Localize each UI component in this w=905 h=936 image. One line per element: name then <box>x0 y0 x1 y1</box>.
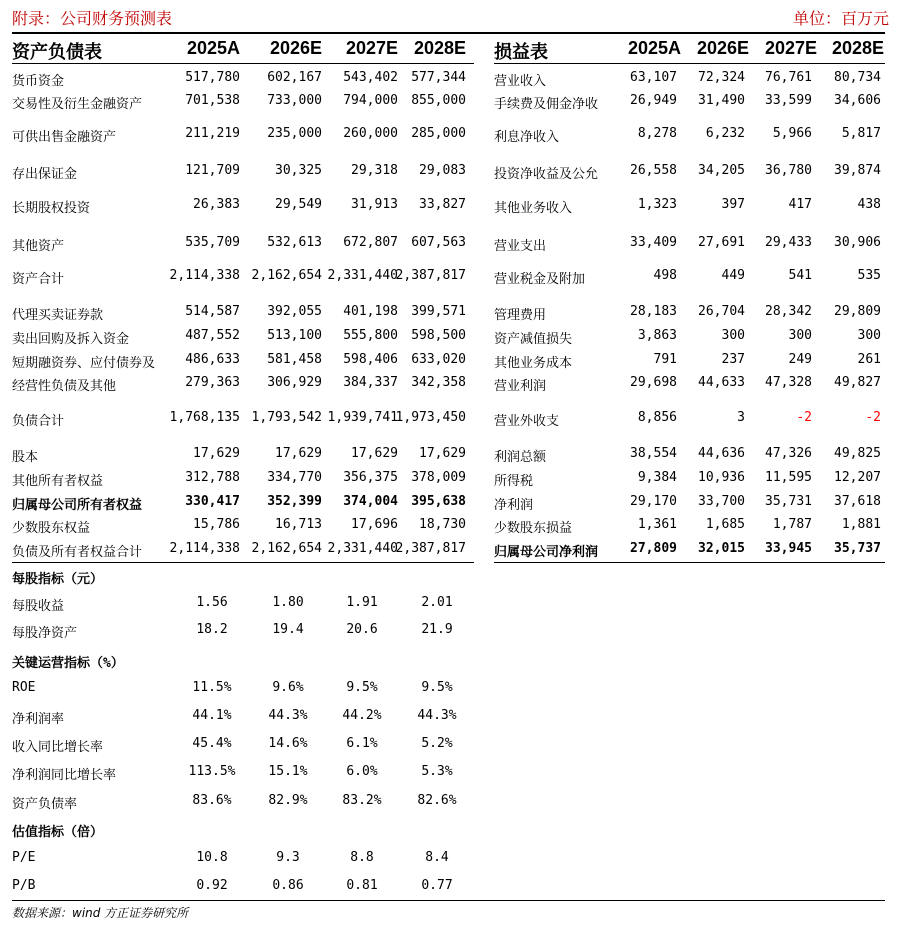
balance-cell: 555,800 <box>343 328 398 343</box>
balance-cell: 855,000 <box>411 93 466 108</box>
income-cell: -2 <box>865 410 881 425</box>
income-statement-title: 损益表 <box>494 42 548 62</box>
balance-year-2: 2027E <box>345 38 398 58</box>
balance-cell: 235,000 <box>267 126 322 141</box>
income-cell: 49,827 <box>834 375 881 390</box>
income-cell: 8,856 <box>637 410 677 425</box>
balance-row-label: 长期股权投资 <box>12 201 91 216</box>
balance-cell: 26,383 <box>193 197 240 212</box>
balance-cell: 794,000 <box>343 93 398 108</box>
income-cell: 249 <box>788 352 812 367</box>
metric-cell: 9.5% <box>346 680 378 695</box>
metric-cell: 1.80 <box>272 595 304 610</box>
balance-sheet-title: 资产负债表 <box>12 42 102 62</box>
bottom-rule <box>12 900 885 901</box>
balance-cell: 598,500 <box>411 328 466 343</box>
metric-cell: 19.4 <box>272 622 304 637</box>
income-cell: 11,595 <box>765 470 812 485</box>
balance-row-label: 少数股东权益 <box>12 521 91 536</box>
income-cell: 33,409 <box>630 235 677 250</box>
income-cell: 9,384 <box>637 470 677 485</box>
balance-year-0: 2025A <box>186 38 240 58</box>
balance-cell: 401,198 <box>343 304 398 319</box>
key-ops-title: 关键运营指标（%） <box>12 656 124 671</box>
income-cell: 791 <box>653 352 677 367</box>
income-cell: -2 <box>796 410 812 425</box>
balance-row-label: 可供出售金融资产 <box>12 130 117 145</box>
income-row-label: 其他业务成本 <box>494 356 573 371</box>
metric-cell: 18.2 <box>196 622 228 637</box>
balance-row-label: 负债及所有者权益合计 <box>12 545 143 560</box>
balance-cell: 733,000 <box>267 93 322 108</box>
balance-cell: 260,000 <box>343 126 398 141</box>
income-cell: 26,949 <box>630 93 677 108</box>
balance-year-1: 2026E <box>269 38 322 58</box>
balance-cell: 279,363 <box>185 375 240 390</box>
balance-cell: 598,406 <box>343 352 398 367</box>
income-cell: 80,734 <box>834 70 881 85</box>
balance-cell: 211,219 <box>185 126 240 141</box>
income-cell: 28,183 <box>630 304 677 319</box>
income-cell: 35,731 <box>765 494 812 509</box>
balance-row-label: 资产合计 <box>12 272 65 287</box>
balance-cell: 486,633 <box>185 352 240 367</box>
balance-cell: 2,162,654 <box>251 541 322 556</box>
balance-cell: 342,358 <box>411 375 466 390</box>
metric-cell: 5.2% <box>421 736 453 751</box>
valuation-title: 估值指标（倍） <box>12 825 104 840</box>
balance-cell: 17,629 <box>193 446 240 461</box>
metric-cell: 0.77 <box>421 878 453 893</box>
metric-cell: 8.4 <box>425 850 449 865</box>
balance-cell: 334,770 <box>267 470 322 485</box>
balance-header-rule <box>12 63 474 64</box>
income-cell: 1,881 <box>841 517 881 532</box>
income-cell: 3,863 <box>637 328 677 343</box>
income-cell: 5,817 <box>841 126 881 141</box>
income-cell: 47,326 <box>765 446 812 461</box>
income-row-label: 资产减值损失 <box>494 332 573 347</box>
income-cell: 498 <box>653 268 677 283</box>
balance-cell: 17,696 <box>351 517 398 532</box>
income-cell: 39,874 <box>834 163 881 178</box>
income-cell: 30,906 <box>834 235 881 250</box>
balance-cell: 543,402 <box>343 70 398 85</box>
balance-cell: 633,020 <box>411 352 466 367</box>
balance-cell: 607,563 <box>411 235 466 250</box>
balance-cell: 1,768,135 <box>169 410 240 425</box>
balance-cell: 33,827 <box>419 197 466 212</box>
balance-cell: 16,713 <box>275 517 322 532</box>
income-cell: 44,636 <box>698 446 745 461</box>
metric-cell: 1.91 <box>346 595 378 610</box>
income-cell: 29,170 <box>630 494 677 509</box>
income-row-label: 归属母公司净利润 <box>494 545 599 560</box>
source-note: 数据来源：wind 方正证券研究所 <box>12 906 189 920</box>
metric-cell: 44.2% <box>342 708 382 723</box>
income-row-label: 管理费用 <box>494 308 547 323</box>
income-cell: 541 <box>788 268 812 283</box>
income-cell: 300 <box>857 328 881 343</box>
income-bottom-rule <box>494 562 885 563</box>
metric-cell: 83.6% <box>192 793 232 808</box>
balance-cell: 285,000 <box>411 126 466 141</box>
income-cell: 300 <box>788 328 812 343</box>
metric-cell: 82.9% <box>268 793 308 808</box>
balance-cell: 392,055 <box>267 304 322 319</box>
unit-label: 单位：百万元 <box>792 9 889 28</box>
income-row-label: 所得税 <box>494 474 534 489</box>
income-cell: 32,015 <box>698 541 745 556</box>
metric-row-label: 每股净资产 <box>12 626 78 641</box>
balance-row-label: 负债合计 <box>12 414 65 429</box>
income-cell: 72,324 <box>698 70 745 85</box>
balance-year-3: 2028E <box>413 38 466 58</box>
balance-row-label: 经营性负债及其他 <box>12 379 117 394</box>
income-cell: 31,490 <box>698 93 745 108</box>
balance-cell: 701,538 <box>185 93 240 108</box>
balance-cell: 2,114,338 <box>169 541 240 556</box>
balance-cell: 374,004 <box>343 494 398 509</box>
income-row-label: 营业支出 <box>494 239 547 254</box>
metric-cell: 113.5% <box>188 764 236 779</box>
balance-cell: 121,709 <box>185 163 240 178</box>
income-cell: 261 <box>857 352 881 367</box>
income-cell: 5,966 <box>772 126 812 141</box>
balance-cell: 356,375 <box>343 470 398 485</box>
balance-cell: 532,613 <box>267 235 322 250</box>
income-row-label: 营业收入 <box>494 74 547 89</box>
metric-cell: 83.2% <box>342 793 382 808</box>
balance-row-label: 归属母公司所有者权益 <box>12 498 143 513</box>
income-cell: 44,633 <box>698 375 745 390</box>
balance-row-label: 货币资金 <box>12 74 65 89</box>
balance-cell: 15,786 <box>193 517 240 532</box>
metric-cell: 2.01 <box>421 595 453 610</box>
income-row-label: 利润总额 <box>494 450 547 465</box>
income-cell: 1,361 <box>637 517 677 532</box>
income-row-label: 手续费及佣金净收 <box>494 97 599 112</box>
metric-cell: 44.3% <box>417 708 457 723</box>
income-header-rule <box>494 63 885 64</box>
balance-cell: 535,709 <box>185 235 240 250</box>
metric-row-label: 资产负债率 <box>12 797 78 812</box>
income-cell: 28,342 <box>765 304 812 319</box>
income-cell: 33,945 <box>765 541 812 556</box>
balance-cell: 2,162,654 <box>251 268 322 283</box>
balance-cell: 2,331,440 <box>327 541 398 556</box>
income-cell: 438 <box>857 197 881 212</box>
income-cell: 237 <box>721 352 745 367</box>
metric-cell: 14.6% <box>268 736 308 751</box>
income-row-label: 营业税金及附加 <box>494 272 586 287</box>
income-cell: 29,698 <box>630 375 677 390</box>
page-title: 附录：公司财务预测表 <box>12 9 173 28</box>
income-cell: 27,809 <box>630 541 677 556</box>
balance-cell: 378,009 <box>411 470 466 485</box>
income-cell: 417 <box>788 197 812 212</box>
metric-cell: 9.5% <box>421 680 453 695</box>
balance-cell: 384,337 <box>343 375 398 390</box>
income-cell: 1,323 <box>637 197 677 212</box>
income-year-2: 2027E <box>764 38 817 58</box>
balance-bottom-rule <box>12 562 474 563</box>
balance-cell: 17,629 <box>419 446 466 461</box>
metric-cell: 15.1% <box>268 764 308 779</box>
balance-cell: 29,083 <box>419 163 466 178</box>
balance-cell: 395,638 <box>411 494 466 509</box>
balance-cell: 306,929 <box>267 375 322 390</box>
balance-row-label: 短期融资券、应付债券及 <box>12 356 156 371</box>
balance-cell: 1,973,450 <box>395 410 466 425</box>
income-cell: 29,433 <box>765 235 812 250</box>
balance-cell: 2,114,338 <box>169 268 240 283</box>
metric-cell: 21.9 <box>421 622 453 637</box>
balance-cell: 399,571 <box>411 304 466 319</box>
income-cell: 1,787 <box>772 517 812 532</box>
metric-row-label: ROE <box>12 680 36 695</box>
metric-cell: 0.81 <box>346 878 378 893</box>
metric-cell: 0.92 <box>196 878 228 893</box>
metric-cell: 9.6% <box>272 680 304 695</box>
income-cell: 6,232 <box>705 126 745 141</box>
balance-row-label: 其他所有者权益 <box>12 474 104 489</box>
metric-cell: 45.4% <box>192 736 232 751</box>
income-row-label: 营业外收支 <box>494 414 560 429</box>
metric-row-label: 净利润同比增长率 <box>12 768 117 783</box>
metric-cell: 82.6% <box>417 793 457 808</box>
balance-cell: 2,387,817 <box>395 268 466 283</box>
income-row-label: 投资净收益及公允 <box>494 167 599 182</box>
income-cell: 34,606 <box>834 93 881 108</box>
metric-cell: 44.3% <box>268 708 308 723</box>
balance-cell: 672,807 <box>343 235 398 250</box>
income-row-label: 其他业务收入 <box>494 201 573 216</box>
metric-row-label: P/E <box>12 850 36 865</box>
income-cell: 34,205 <box>698 163 745 178</box>
balance-cell: 487,552 <box>185 328 240 343</box>
metric-cell: 9.3 <box>276 850 300 865</box>
income-cell: 1,685 <box>705 517 745 532</box>
income-cell: 26,704 <box>698 304 745 319</box>
balance-cell: 2,387,817 <box>395 541 466 556</box>
income-cell: 33,700 <box>698 494 745 509</box>
metric-cell: 8.8 <box>350 850 374 865</box>
income-cell: 26,558 <box>630 163 677 178</box>
income-cell: 8,278 <box>637 126 677 141</box>
income-year-0: 2025A <box>627 38 681 58</box>
income-cell: 49,825 <box>834 446 881 461</box>
balance-cell: 514,587 <box>185 304 240 319</box>
income-cell: 397 <box>721 197 745 212</box>
income-year-1: 2026E <box>696 38 749 58</box>
balance-row-label: 交易性及衍生金融资产 <box>12 97 143 112</box>
income-cell: 300 <box>721 328 745 343</box>
income-cell: 10,936 <box>698 470 745 485</box>
income-cell: 29,809 <box>834 304 881 319</box>
balance-row-label: 其他资产 <box>12 239 65 254</box>
balance-cell: 517,780 <box>185 70 240 85</box>
income-cell: 63,107 <box>630 70 677 85</box>
income-cell: 3 <box>737 410 745 425</box>
income-row-label: 净利润 <box>494 498 534 513</box>
metric-row-label: 净利润率 <box>12 712 65 727</box>
balance-row-label: 卖出回购及拆入资金 <box>12 332 130 347</box>
balance-row-label: 代理买卖证券款 <box>12 308 104 323</box>
income-cell: 35,737 <box>834 541 881 556</box>
income-cell: 33,599 <box>765 93 812 108</box>
balance-cell: 18,730 <box>419 517 466 532</box>
income-cell: 76,761 <box>765 70 812 85</box>
income-year-3: 2028E <box>831 38 884 58</box>
balance-cell: 30,325 <box>275 163 322 178</box>
income-row-label: 营业利润 <box>494 379 547 394</box>
metric-cell: 20.6 <box>346 622 378 637</box>
balance-cell: 29,318 <box>351 163 398 178</box>
metric-cell: 1.56 <box>196 595 228 610</box>
income-cell: 36,780 <box>765 163 812 178</box>
income-row-label: 少数股东损益 <box>494 521 573 536</box>
income-cell: 12,207 <box>834 470 881 485</box>
balance-cell: 352,399 <box>267 494 322 509</box>
metric-cell: 44.1% <box>192 708 232 723</box>
income-cell: 37,618 <box>834 494 881 509</box>
metric-cell: 5.3% <box>421 764 453 779</box>
balance-cell: 330,417 <box>185 494 240 509</box>
income-cell: 27,691 <box>698 235 745 250</box>
balance-cell: 312,788 <box>185 470 240 485</box>
balance-cell: 581,458 <box>267 352 322 367</box>
balance-cell: 31,913 <box>351 197 398 212</box>
balance-row-label: 股本 <box>12 450 39 465</box>
balance-cell: 29,549 <box>275 197 322 212</box>
metric-cell: 6.0% <box>346 764 378 779</box>
per-share-title: 每股指标（元） <box>12 572 104 587</box>
metric-cell: 10.8 <box>196 850 228 865</box>
income-cell: 47,328 <box>765 375 812 390</box>
balance-cell: 1,793,542 <box>251 410 322 425</box>
income-cell: 449 <box>721 268 745 283</box>
top-rule <box>12 32 885 34</box>
balance-cell: 17,629 <box>275 446 322 461</box>
income-row-label: 利息净收入 <box>494 130 560 145</box>
metric-cell: 0.86 <box>272 878 304 893</box>
balance-cell: 17,629 <box>351 446 398 461</box>
metric-row-label: 收入同比增长率 <box>12 740 104 755</box>
balance-cell: 1,939,741 <box>327 410 398 425</box>
balance-cell: 2,331,440 <box>327 268 398 283</box>
balance-cell: 577,344 <box>411 70 466 85</box>
balance-row-label: 存出保证金 <box>12 167 78 182</box>
metric-row-label: P/B <box>12 878 36 893</box>
metric-row-label: 每股收益 <box>12 599 65 614</box>
income-cell: 38,554 <box>630 446 677 461</box>
balance-cell: 602,167 <box>267 70 322 85</box>
income-cell: 535 <box>857 268 881 283</box>
metric-cell: 6.1% <box>346 736 378 751</box>
metric-cell: 11.5% <box>192 680 232 695</box>
balance-cell: 513,100 <box>267 328 322 343</box>
